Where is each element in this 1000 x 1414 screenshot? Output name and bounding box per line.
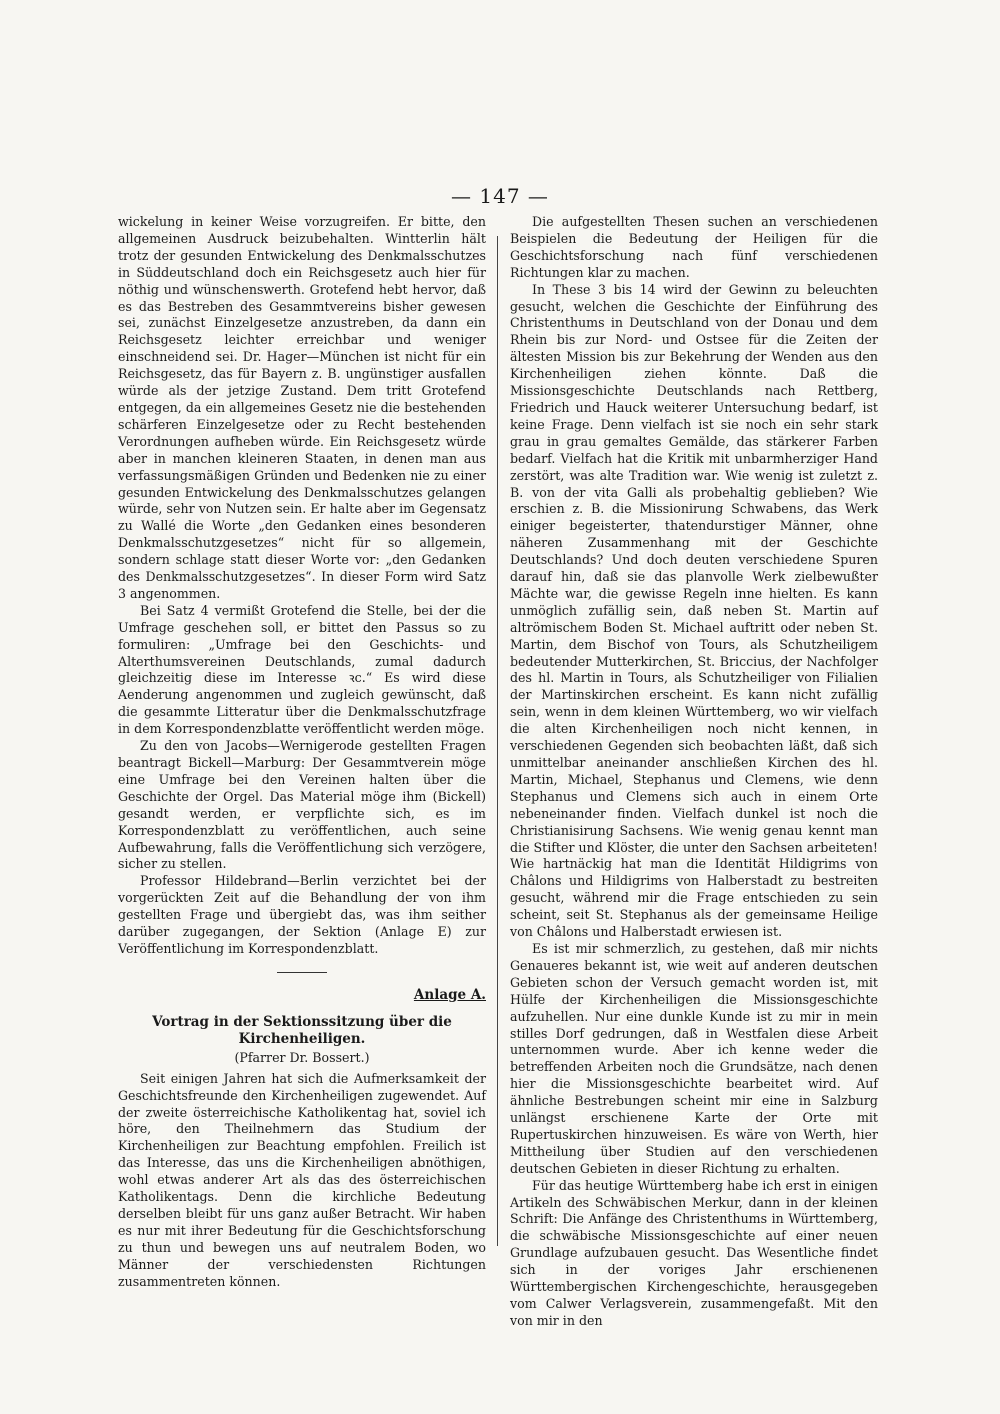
paragraph: Seit einigen Jahren hat sich die Aufmerksamkeit der Geschichtsfreunde den Kirchenheiligen zugewendet. Auf der zweite österreichische Katholikentag hat, soviel ich höre, den Theilnehmern das Studium der Kirchenheiligen zur Beachtung empfohlen. Freilich ist das Interesse, das uns die Kirchenheiligen abnöthigen, wohl etwas anderer Art als das des österreichischen Katholikentags. Denn die kirchliche Bedeutung derselben bleibt für uns ganz außer Betracht. Wir haben es nur mit ihrer Bedeutung für die Geschichtsforschung zu thun und bewegen uns auf neutralem Boden, wo Männer der verschiedensten Richtungen zusammentreten können. (118, 1070, 486, 1289)
left-column (118, 214, 486, 1290)
paragraph: In These 3 bis 14 wird der Gewinn zu beleuchten gesucht, welchen die Geschichte der Einführung des Christenthums in Deutschland von der Donau und dem Rhein bis zur Nord- und Ostsee für die Zeiten der ältesten Mission bis zur Bekehrung der Wenden aus den Kirchenheiligen ziehen könnte. Daß die Missionsgeschichte Deutschlands nach Rettberg, Friedrich und Hauck weiterer Untersuchung bedarf, ist keine Frage. Denn vielfach ist sie noch ein sehr stark grau in grau gemaltes Gemälde, das stärkerer Farben bedarf. Vielfach hat die Kritik mit unbarmherziger Hand zerstört, was alte Tradition war. Wie wenig ist zuletzt z. B. von der vita Galli als probehaltig geblieben? Wie erschien z. B. die Missionirung Schwabens, das Werk einiger begeisterter, thatendurstiger Männer, ohne näheren Zusammenhang mit der Geschichte Deutschlands? Und doch deuten verschiedene Spuren darauf hin, daß sie das planvolle Werk zielbewußter Mächte war, die gewisse Regeln inne hielten. Es kann unmöglich zufällig sein, daß neben St. Martin auf altrömischem Boden St. Michael auftritt oder neben St. Martin, dem Bischof von Tours, als Schutzheiligem bedeutender Mutterkirchen, St. Briccius, der Nachfolger des hl. Martin in Tours, als Schutzheiliger von Filialien der Martinskirchen erscheint. Es kann nicht zufällig sein, wenn in dem kleinen Württemberg, wo wir vielfach die alten Kirchenheiligen noch nicht kennen, in verschiedenen Gegenden sich beobachten läßt, daß sich unmittelbar aneinander anschließen Kirchen des hl. Martin, Michael, Stephanus und Clemens, wie denn Stephanus und Clemens sich auch in einem Orte nebeneinander finden. Vielfach dunkel ist noch die Christianisirung Sachsens. Wie wenig genau kennt man die Stifter und Klöster, die unter den Sachsen arbeiteten! Wie hartnäckig hat man die Identität Hildigrims von Châlons und Hildigrims von Halberstadt zu bestreiten gesucht, während mir die Frage entschieden zu sein scheint, seit St. Stephanus als der gemeinsame Heilige von Châlons und Halberstadt erwiesen ist. (510, 281, 878, 940)
paragraph: Die aufgestellten Thesen suchen an verschiedenen Beispielen die Bedeutung der Heiligen für die Geschichtsforschung nach fünf verschiedenen Richtungen klar zu machen. (510, 214, 878, 280)
author-line: (Pfarrer Dr. Bossert.) (234, 1049, 370, 1065)
paragraph: Für das heutige Württemberg habe ich erst in einigen Artikeln des Schwäbischen Merkur, dann in der kleinen Schrift: Die Anfänge des Christenthums in Württemberg, die schwäbische Missionsgeschichte auf einer neuen Grundlage aufzubauen gesucht. Das Wesentliche findet sich in der voriges Jahr erschienenen Württembergischen Kirchengeschichte, herausgegeben vom Calwer Verlagsverein, zusammengefaßt. Mit den von mir in den (510, 1177, 878, 1328)
appendix-label: Anlage A. (413, 986, 486, 1003)
column-rule (497, 236, 498, 1246)
paragraph: Es ist mir schmerzlich, zu gestehen, daß mir nichts Genaueres bekannt ist, wie weit auf anderen deutschen Gebieten schon der Versuch gemacht worden ist, mit Hülfe der Kirchenheiligen die Missionsgeschichte aufzuhellen. Nur eine dunkle Kunde ist zu mir in mein stilles Dorf gedrungen, daß in Westfalen diese Arbeit unternommen wurde. Aber ich kenne weder die betreffenden Arbeiten noch die Grundsätze, nach denen hier die Missionsgeschichte bearbeitet wird. Auf ähnliche Bestrebungen scheint mir eine in Salzburg unlängst erschienene Karte der Orte mit Rupertuskirchen hinzuweisen. Es wäre von Werth, hier Mittheilung über Studien auf den verschiedenen deutschen Gebieten in dieser Richtung zu erhalten. (510, 940, 878, 1176)
page-number: — 147 — (451, 184, 549, 208)
paragraph: Professor Hildebrand—Berlin verzichtet bei der vorgerückten Zeit auf die Behandlung der von ihm gestellten Frage und übergiebt das, was ihm seither darüber zugegangen, der Sektion (Anlage E) zur Veröffentlichung im Korrespondenzblatt. (118, 873, 486, 956)
section-divider (277, 972, 327, 973)
section-heading: Vortrag in der Sektionssitzung über die Kirchenheiligen. (152, 1013, 452, 1047)
paragraph: Zu den von Jacobs—Wernigerode gestellten Fragen beantragt Bickell—Marburg: Der Gesammtverein möge eine Umfrage bei den Vereinen halten über die Geschichte der Orgel. Das Material möge ihm (Bickell) gesandt werden, er verpflichte sich, es im Korrespondenzblatt zu veröffentlichen, auch seine Aufbewahrung, falls die Veröffentlichung sich verzögere, sicher zu stellen. (118, 738, 486, 872)
paragraph: wickelung in keiner Weise vorzugreifen. Er bitte, den allgemeinen Ausdruck beizubehalten. Wintterlin hält trotz der gesunden Entwickelung des Denkmalsschutzes in Süddeutschland doch ein Reichsgesetz auch hier für nöthig und wünschenswerth. Grotefend hebt hervor, daß es das Bestreben des Gesammtvereins bisher gewesen sei, zunächst Einzelgesetze anzustreben, da dann ein Reichsgesetz leichter erreichbar und weniger einschneidend sei. Dr. Hager—München ist nicht für ein Reichsgesetz, das für Bayern z. B. ungünstiger ausfallen würde als der jetzige Zustand. Dem tritt Grotefend entgegen, da ein allgemeines Gesetz nie die bestehenden schärferen Einzelgesetze oder zu Recht bestehenden Verordnungen aufheben würde. Ein Reichsgesetz würde aber in manchen kleineren Staaten, in denen man aus verfassungsmäßigen Gründen und Bedenken nie zu einer gesunden Entwickelung des Denkmalsschutzes gelangen würde, sehr von Nutzen sein. Er halte aber im Gegensatz zu Wallé die Worte „den Gedanken eines besonderen Denkmalsschutzgesetzes“ nicht für so allgemein, sondern schlage statt dieser Worte vor: „den Gedanken des Denkmalsschutzgesetzes“. In dieser Form wird Satz 3 angenommen. (118, 214, 486, 601)
paragraph: Bei Satz 4 vermißt Grotefend die Stelle, bei der die Umfrage geschehen soll, er bittet den Passus so zu formuliren: „Umfrage bei den Geschichts- und Alterthumsvereinen Deutschlands, zumal dadurch gleichzeitig diese im Interesse ꝛc.“ Es wird diese Aenderung angenommen und zugleich gewünscht, daß die gesammte Litteratur über die Denkmalsschutzfrage in dem Korrespondenzblatte veröffentlicht werden möge. (118, 602, 486, 737)
right-column (510, 214, 878, 1330)
